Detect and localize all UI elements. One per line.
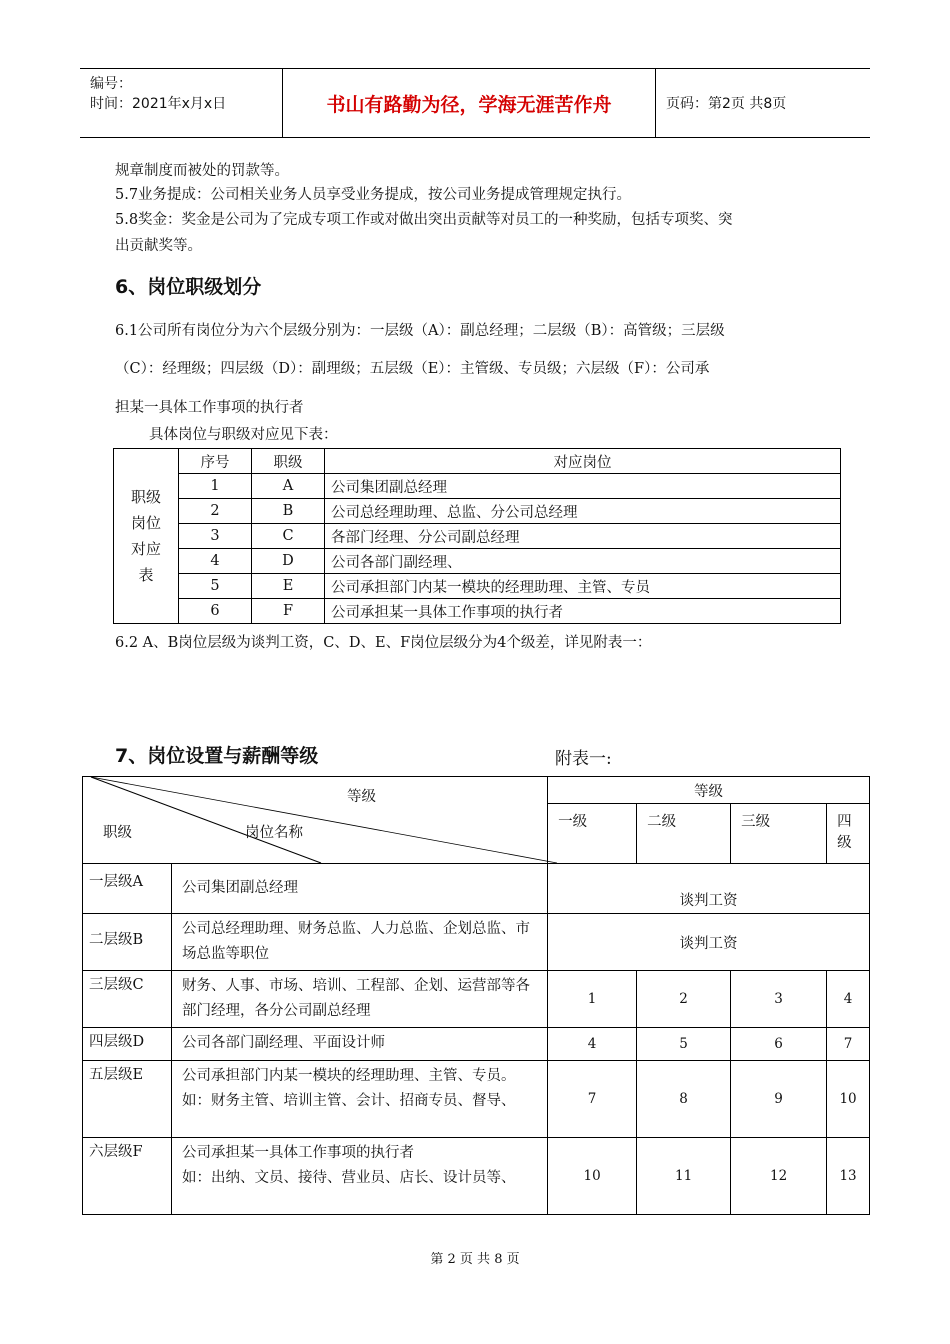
- grade-1: 一级: [548, 804, 637, 864]
- text-line: 5.8奖金：奖金是公司为了完成专项工作或对做出突出贡献等对员工的一种奖励，包括专项奖、突: [115, 212, 733, 228]
- diagonal-header-cell: [83, 777, 548, 864]
- page-info: 页码：第2页 共8页: [666, 96, 787, 112]
- table-row: 一层级A 公司集团副总经理 谈判工资: [83, 864, 870, 914]
- section-6-title: 6、岗位职级划分: [115, 276, 262, 298]
- table1-header-post: 对应岗位: [325, 449, 841, 474]
- grade-header: 等级: [548, 777, 870, 804]
- table-row: 5 E 公司承担部门内某一模块的经理助理、主管、专员: [114, 574, 841, 599]
- table-row: 2 B 公司总经理助理、总监、分公司总经理: [114, 499, 841, 524]
- time-label: 时间：2021年x月x日: [90, 96, 227, 112]
- text-line: 规章制度而被处的罚款等。: [115, 163, 289, 179]
- text-line: 出贡献奖等。: [115, 238, 202, 254]
- page-header: [80, 68, 870, 138]
- motto: 书山有路勤为径，学海无涯苦作舟: [326, 93, 612, 116]
- section-7-title: 7、岗位设置与薪酬等级: [115, 745, 319, 767]
- grade-3: 三级: [731, 804, 827, 864]
- diag-level-label: 职级: [103, 825, 132, 841]
- table-row: 六层级F 公司承担某一具体工作事项的执行者 如：出纳、文员、接待、营业员、店长、设计员等、 10 11 12 13: [83, 1138, 870, 1215]
- table-row: 6 F 公司承担某一具体工作事项的执行者: [114, 599, 841, 624]
- table1-header-level: 职级: [252, 449, 325, 474]
- text-line: （C）：经理级；四层级（D）：副理级；五层级（E）：主管级、专员级；六层级（F）：公司承: [115, 361, 710, 377]
- diag-post-label: 岗位名称: [245, 825, 303, 841]
- header-motto-cell: [283, 69, 656, 137]
- salary-grade-table: [82, 776, 870, 1215]
- appendix-label: 附表一:: [555, 749, 612, 769]
- header-page-cell: [656, 69, 870, 137]
- text-line: 6.2 A、B岗位层级为谈判工资，C、D、E、F岗位层级分为4个级差，详见附表一：: [115, 635, 652, 651]
- diag-grade-label: 等级: [347, 789, 376, 805]
- diagonal-lines: [83, 777, 566, 864]
- table1-side-label: 职级 岗位 对应 表: [114, 449, 179, 624]
- table-row: 二层级B 公司总经理助理、财务总监、人力总监、企划总监、市场总监等职位 谈判工资: [83, 914, 870, 971]
- table-row: 五层级E 公司承担部门内某一模块的经理助理、主管、专员。如：财务主管、培训主管、会计、招商专员、督导、 7 8 9 10: [83, 1061, 870, 1138]
- page-footer: 第 2 页 共 8 页: [430, 1252, 520, 1267]
- text-line: 5.7业务提成：公司相关业务人员享受业务提成，按公司业务提成管理规定执行。: [115, 187, 632, 203]
- level-mapping-table: [113, 448, 841, 624]
- text-line: 担某一具体工作事项的执行者: [115, 400, 304, 416]
- table-row: 四层级D 公司各部门副经理、平面设计师 4 5 6 7: [83, 1028, 870, 1061]
- grade-2: 二级: [637, 804, 731, 864]
- table-row: 1 A 公司集团副总经理: [114, 474, 841, 499]
- number-label: 编号：: [90, 76, 132, 92]
- table-row: 三层级C 财务、人事、市场、培训、工程部、企划、运营部等各部门经理，各分公司副总经理 1 2 3 4: [83, 971, 870, 1028]
- text-line: 具体岗位与职级对应见下表：: [149, 427, 338, 443]
- table-row: 4 D 公司各部门副经理、: [114, 549, 841, 574]
- text-line: 6.1公司所有岗位分为六个层级分别为：一层级（A）：副总经理；二层级（B）：高管级；三层级: [115, 323, 725, 339]
- table1-header-no: 序号: [179, 449, 252, 474]
- grade-4: 四级: [827, 804, 870, 864]
- header-meta: [80, 69, 283, 137]
- table-row: 3 C 各部门经理、分公司副总经理: [114, 524, 841, 549]
